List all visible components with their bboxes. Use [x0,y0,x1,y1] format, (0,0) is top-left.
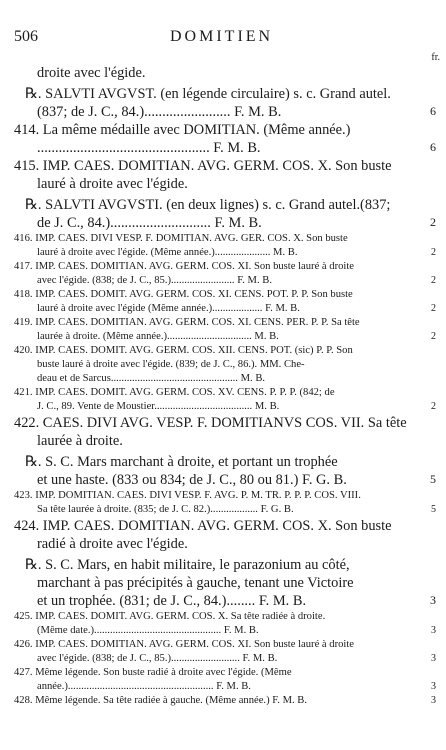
entry-line: droite avec l'égide. [37,65,146,81]
entry-line: 418. IMP. CAES. DOMIT. AVG. GERM. COS. XI. CENS. POT. P. P. Son buste [14,289,353,300]
entry-line: Sa tête laurée à droite. (835; de J. C. 82.).................. F. G. B. [37,504,294,515]
entry-line: radié à droite avec l'égide. [37,536,188,552]
entry-line: 423. IMP. DOMITIAN. CAES. DIVI VESP. F. AVG. P. M. TR. P. P. P. COS. VIII. [14,490,361,501]
entry-line: et une haste. (833 ou 834; de J. C., 80 ou 81.) F. G. B. [37,472,347,488]
catalog-entry [14,414,426,450]
price-value: 3 [430,593,436,607]
price-value: 2 [431,275,436,286]
entry-line: ℞. SALVTI AVGVSTI. (en deux lignes) s. c. Grand autel.(837; [25,197,391,213]
catalog-entry [14,344,426,386]
entry-line: 419. IMP. CAES. DOMITIAN. AVG. GERM. COS. XI. CENS. PER. P. P. Sa tête [14,317,360,328]
price-value: 5 [431,504,436,515]
entry-line: 414. La même médaille avec DOMITIAN. (Même année.) [14,122,351,138]
entry-line: J. C., 89. Vente de Moustier..................................... M. B. [37,401,280,412]
entry-line: avec l'égide. (838; de J. C., 85.)........................ F. M. B. [37,275,272,286]
entry-line: 425. IMP. CAES. DOMIT. AVG. GERM. COS. X. Sa tête radiée à droite. [14,611,326,622]
price-value: 5 [430,472,436,486]
price-value: 2 [431,401,436,412]
entry-line: 420. IMP. CAES. DOMIT. AVG. GERM. COS. XII. CENS. POT. (sic) P. P. Son [14,345,353,356]
catalog-entry [14,232,436,260]
entry-line: et un trophée. (831; de J. C., 84.)........ F. M. B. [37,593,307,609]
entry-line: lauré à droite avec l'égide. [37,176,188,192]
catalog-entry [14,694,436,708]
entry-line: lauré à droite avec l'égide (Même année.)................... F. M. B. [37,303,300,314]
price-value: 3 [431,695,436,706]
entry-line: (837; de J. C., 84.)........................ F. M. B. [37,104,282,120]
catalog-entry [14,453,436,489]
catalog-entry [14,556,436,610]
entry-line: de J. C., 84.)............................ F. M. B. [37,215,262,231]
entry-line: lauré à droite avec l'égide. (Même année.)..................... M. B. [37,247,298,258]
page-header [0,28,446,48]
price-value: 3 [431,681,436,692]
entry-line: deau et de Sarcus................................................ M. B. [37,373,266,384]
catalog-entry [14,288,436,316]
entry-line: laurée à droite. [37,433,123,449]
entry-line: 417. IMP. CAES. DOMITIAN. AVG. GERM. COS. XI. Son buste lauré à droite [14,261,354,272]
catalog-entry [14,64,426,82]
entry-line: 424. IMP. CAES. DOMITIAN. AVG. GERM. COS. X. Son buste [14,518,392,534]
entry-line: avec l'égide. (838; de J. C., 85.).......................... F. M. B. [37,653,278,664]
catalog-entry [14,196,436,232]
entry-line: 427. Même légende. Son buste radié à droite avec l'égide. (Même [14,667,292,678]
price-column-label: fr. [431,52,440,63]
price-value: 6 [430,104,436,118]
catalog-entry [14,85,436,121]
price-value: 2 [430,215,436,229]
page-title: DOMITIEN [170,28,274,45]
entry-line: 426. IMP. CAES. DOMITIAN. AVG. GERM. COS. XI. Son buste lauré à droite [14,639,354,650]
entry-line: (Même date.)................................................ F. M. B. [37,625,259,636]
catalog-entry [14,260,436,288]
catalog-entry [14,517,426,553]
price-value: 2 [431,331,436,342]
price-value: 2 [431,303,436,314]
coin-entry-list [14,64,436,708]
entry-line: laurée à droite. (Même année.)................................ M. B. [37,331,279,342]
entry-line: 422. CAES. DIVI AVG. VESP. F. DOMITIANVS COS. VII. Sa tête [14,415,407,431]
entry-line: 415. IMP. CAES. DOMITIAN. AVG. GERM. COS. X. Son buste [14,158,392,174]
catalog-entry [14,638,436,666]
entry-line: marchant à pas précipités à gauche, tenant une Victoire [37,575,354,591]
price-value: 6 [430,140,436,154]
catalog-entry [14,610,436,638]
catalog-entry [14,316,436,344]
entry-line: buste lauré à droite avec l'égide. (839; de J. C., 86.). MM. Che- [37,359,305,370]
entry-line: ℞. SALVTI AVGVST. (en légende circulaire) s. c. Grand autel. [25,86,391,102]
entry-line: 428. Même légende. Sa tête radiée à gauche. (Même année.) F. M. B. [14,695,308,706]
price-value: 3 [431,653,436,664]
entry-line: année.)....................................................... F. M. B. [37,681,251,692]
entry-line: 421. IMP. CAES. DOMIT. AVG. GERM. COS. XV. CENS. P. P. P. (842; de [14,387,335,398]
entry-line: ℞. S. C. Mars, en habit militaire, le parazonium au côté, [25,557,350,573]
price-value: 2 [431,247,436,258]
catalog-entry [14,386,436,414]
page-number: 506 [14,28,38,45]
entry-line: ................................................ F. M. B. [37,140,261,156]
catalog-entry [14,489,436,517]
price-value: 3 [431,625,436,636]
catalog-entry [14,666,436,694]
catalog-entry [14,121,436,157]
entry-line: ℞. S. C. Mars marchant à droite, et portant un trophée [25,454,338,470]
entry-line: 416. IMP. CAES. DIVI VESP. F. DOMITIAN. AVG. GER. COS. X. Son buste [14,233,348,244]
catalog-entry [14,157,426,193]
